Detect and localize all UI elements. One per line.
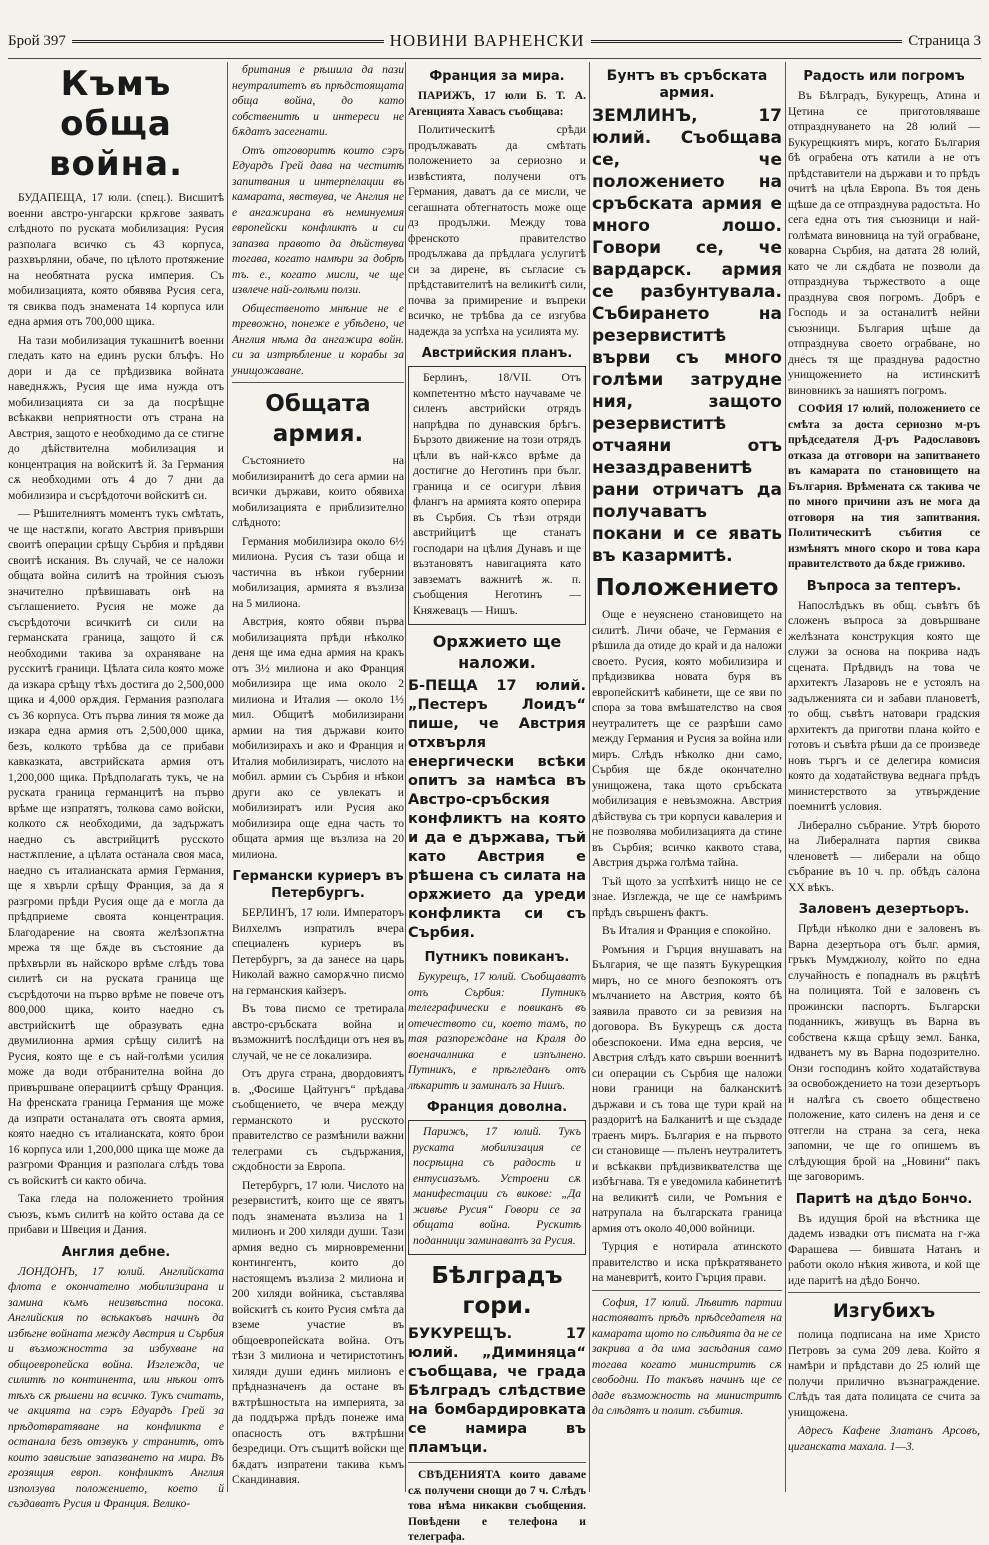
headline-theatre: Въпроса за тептеръ. (806, 578, 962, 594)
masthead-rule-left (72, 40, 384, 43)
page-number: Страница 3 (908, 32, 981, 49)
headline-france-pleased: Франция доволна. (426, 1100, 568, 1115)
article-paragraph: Състоянието на мобилизиранитѣ до сега армии на всички държави, които обявиха мобилизацията е приблизително слѣдното: (232, 454, 404, 529)
article-paragraph: Отъ друга страна, двордовиятъ в. „Фосише Цайтунгъ“ прѣдава съобщението, че вчера между германското и русското правителство се размѣнили важни телеграми съ съдържания, сждобности за Европа. (232, 1067, 404, 1173)
article-paragraph: ЛОНДОНЪ, 17 юлий. Английската флота е окончателно мобилизирана и замина къмъ неизвѣстна посока. Английския по всѣкакъвъ начинъ да избѣгне войната между Австрия и Сърбия и възможността за избухване на общоевропейска война. Изглежда, че силитѣ по континента, или нѣкои отъ тѣхъ сѫ рѣшени на всичко. Тукъ считать, че акцията на сэръ Едуардъ Грей за прѣдотвратяване на конфликта е останала безъ отзвукъ у странитѣ, отъ които зависѣше запазването на мира. Въ грозящия европ. конфликтъ Англия използува положението, което й създаватъ Русия и Франция. Велико- (8, 1264, 224, 1510)
article-paragraph: СВѢДЕНИЯТА които даваме сѫ получени снощи до 7 ч. Слѣдъ това нѣма никакви съобщения. Повѣдени е телефона и телеграфа. (408, 1468, 586, 1543)
column-rule (589, 62, 590, 1492)
article-paragraph: Въ това писмо се третирала австро-сръбската война и възможнитѣ послѣдици отъ нея въ случай, че не се локализира. (232, 1002, 404, 1062)
column-3 (408, 62, 586, 1543)
article-paragraph: Още е неуяснено становището на силитѣ. Личи обаче, че Германия е рѣшила да отиде до край и да наложи своето. Русия, която мобилизира и прѣдизвиква новата буря въ европейскитѣ кабинети, ще се яви по спора за това вмѣшателство на своя неутралитетъ ще се разрѣши само между Германия и Русия за война или миръ. Слѣдъ нѣколко дни само, Сърбия ще бѫде окончателно унищожена, така щото сръбската мобилизация е невъзможна. Австрия дѣйствува съ три корпуси кавалерия и не позволява мобилизацията да стине въ Сърбия; всичко каквото става, Австрия държа голѣма тайна. (592, 608, 782, 869)
column-rule (785, 62, 786, 1492)
article-paragraph: Турция е нотирала атинското правителство и иска прѣкратяването на маневритѣ, които Гърция прави. (592, 1240, 782, 1284)
column-1 (8, 62, 224, 1510)
headline-france-peace: Франция за мира. (429, 69, 565, 84)
article-paragraph: британия е рѣшила да пази неутралитетъ въ прѣдстоящата обща война, до като собственитѣ и интереси не бѫдатъ засегнати. (232, 63, 404, 138)
headline-serbian-mutiny: Бунтъ въ сръбската армия. (606, 68, 768, 101)
masthead (8, 28, 981, 54)
article-paragraph: ПАРИЖЪ, 17 юли Б. Т. А. Агенцията Хавасъ съобщава: (408, 89, 586, 118)
bold-bulletin: ЗЕМЛИНЪ, 17 юлий. Съобщава се, че положението на сръбската армия е много лошо. Говори се, че вардарск. армия се разбунтувала. Събирането на резервиститѣ върви съ много голѣми затрудне ния, защото резервиститѣ отчаяни отъ незаздравенитѣ рани отричатъ да получаватъ покани и се явать въ казармитѣ. (592, 106, 782, 566)
bold-bulletin: Б-ПЕЩА 17 юлий. „Пестеръ Лоидъ“ пише, че Австрия отхвърля енергически всѣки опитъ за намѣса въ Австро-сръбския конфликтъ на която и да е държава, тъй като Австрия е рѣшена съ силата на орѫжието да уреди конфликта си съ Сърбия. (408, 678, 586, 941)
headline-deserter: Заловенъ дезертьоръ. (798, 902, 970, 917)
headline-weapon: Орѫжието ще наложи. (432, 632, 562, 672)
boxed-article (408, 1120, 586, 1255)
article-paragraph: Букурещъ, 17 юлий. Съобщаватъ отъ Сърбия: Путникъ телеграфически е повиканъ въ отечеството си, което тамъ, по тая разпореждане на Краля до военачалника е изпълнено. Путникъ, е прѣгледанъ отъ лѣкаритѣ и заминалъ за Нишъ. (408, 970, 586, 1092)
column-5 (788, 62, 980, 1492)
headline-putnik: Путникъ повиканъ. (424, 950, 570, 965)
headline-england: Англия дебне. (61, 1244, 171, 1260)
article-paragraph: БЕРЛИНЪ, 17 юли. Императоръ Вилхелмъ изпратилъ вчера специаленъ куриеръ въ Петербургъ, за да занесе на царь Николай важно саморѫчно писмо на германския кайзеръ. (232, 906, 404, 997)
article-paragraph: Въ Бѣлградъ, Букурещъ, Атина и Цетина се приготовляваше отпразднуването на 28 юлий — Букурещкиятъ миръ, когато България бѣ ограбена отъ катили а не отъ прѣдставители на държави и то прѣдъ очитѣ на цѣла Европа. Въ тоя день щѣше да се отпразднува радостьта. Но сега една отъ тия съюзници и най-голѣмата виновница на туй ограбване, коварна Сърбия, на датата 28 юлий, като че ли сѫдбата не позволи да отпразднува тържеството а още празднува своя погромъ. Добръ е Господь и за останалитѣ нейни съюзници. България щѣше да отпразднува своето ограбване, но днесъ тя ще празднува радостно унищожението на истинскитѣ виновникъ за нашиятъ погромъ. (788, 89, 980, 397)
headline-lost: Изгубихъ (832, 1300, 936, 1322)
article-paragraph: Германия мобилизира около 6½ милиона. Русия съ тази обща и частична въ нѣкои губернии мобилизация, армията я възлиза на 5 милиона. (232, 534, 404, 610)
headline-general-war: Къмъ обща война. (48, 64, 184, 184)
article-paragraph: Либерално събрание. Утрѣ бюрото на Либералната партия свиква членоветѣ — либерали на общо събрание въ 10 ч. пр. обѣдъ салона ХХ вѣкъ. (788, 818, 980, 894)
article-paragraph: Тъй щото за успѣхитѣ нищо не се знае. Изглежда, че ще се намѣримъ прѣдъ свършенъ фактъ. (592, 874, 782, 919)
divider (788, 1292, 980, 1293)
masthead-rule-right (591, 40, 903, 43)
column-rule (227, 62, 228, 1492)
article-paragraph: полица подписана на име Христо Петровъ за сума 209 лева. Който я намѣри и прѣдстави до 25 юлий ще получи прилично възнаграждение. Слѣдъ тая дата полицата се счита за унищожена. (788, 1328, 980, 1419)
article-paragraph: Така гледа на положението тройния съюзъ, къмъ силитѣ на който остава да се прибави и Швеция и Дания. (8, 1192, 224, 1236)
article-paragraph: Въ идущия брой на вѣстника ще дадемъ извадки отъ писмата на г-жа Фарашева — бившата Натанъ и работи около нѣкия живота, и кой ще иде паритѣ на дѣдо Бончо. (788, 1211, 980, 1287)
divider (232, 382, 404, 383)
issue-number: Брой 397 (8, 32, 66, 49)
column-rule (405, 62, 406, 1492)
column-2 (232, 62, 404, 1492)
masthead-divider (8, 58, 981, 59)
article-paragraph: Парижъ, 17 юлий. Тукъ руската мобилизация се посрѣщна съ радость и ентусиазъмъ. Устроени сѫ манифестации съ викове: „Да живѣе Русия“ Говори се за общата война. Рускитѣ поданници заминаватъ за Русия. (413, 1125, 581, 1247)
article-paragraph: Въ Италия и Франция е спокойно. (602, 924, 771, 937)
article-paragraph: Австрия, която обяви първа мобилизацията прѣди нѣколко деня ще има една армия на кракъ отъ 3½ милиона и ако Франция мобилизира ще има около 2 милиона и Италия — около 1½ мил. Общитѣ мобилизирани армии на тия държави които мобилизирахъ и ако и Франция и Италия мобилизиратъ, числото на мобил. армии съ Сърбия и нѣкои други ако се увлекатъ и мобилизиратъ или Русия ако мобилизира още една часть то общата армия ще възлиза на 20 милиона. (232, 615, 404, 861)
article-paragraph: Напослѣдъкъ въ общ. съвѣтъ бѣ сложенъ въпроса за довършване желѣзната конструкция която ще служи за основа на покрива надъ сцената. Прѣдвидъ на това че архитектъ Лазаровъ не е устоялъ на задълженията си и забави плановетѣ, то общ. съвѣтъ натовари градския архитектъ да приготви плана който е готовъ и съвѣта рѣши да се произведе новъ търгъ и се делегира комисия която да ходатайствува веднага прѣдъ министерството за утвърждение поемнитѣ условия. (788, 598, 980, 813)
boxed-article (408, 366, 586, 625)
headline-belgrade-burns: Бѣлградъ гори. (431, 1263, 563, 1319)
article-paragraph: Прѣди нѣколко дни е заловенъ въ Варна дезертьора отъ бълг. армия, гръкъ Мумджиолу, който по една случайность е попадналъ въ рѫцѣтѣ на полицията. Той е заловенъ съ прожински паспортъ. Български поданникъ, живущъ въ Варна въ собствена кѫща срѣщу земл. Банка, идванетъ му въ Варна подозрително. Онзи господинъ който ходатайствува за освобождението на този дезертьоръ и налѣга съ своето обществено положение, като силенъ на деня и се отгегли на страна за сега, нека запомни, че ще го опишемъ въ слѣдующия брой на „Новини“ пакъ ще заговоримъ. (788, 922, 980, 1183)
article-paragraph: София, 17 юлий. Лѣвитѣ партии настояватъ прѣдъ прѣдседателя на камарата щото по слѣдията да не се закрива а да има засѣдания само тогава когато министритѣ сѫ свободни. По такъвъ начинъ ще се даде възможность на министритѣ да слѣдятъ и полит. събития. (592, 1295, 782, 1417)
article-paragraph: Петербургъ, 17 юли. Числото на резервиститѣ, които ще се явятъ подъ знамената възлиза на 1 милионъ и 200 хиляди души. Тази армия ведно съ мирновременни контингентъ, които до настоящемъ възлиза 2 милиона и 200 хиляди войника, съставлява войскитѣ съ които Русия смѣта да вземе участие въ общоевропейската война. Отъ тѣзи 3 милиона и четиристотинъ хиляди души единъ милионъ е прѣдназначенъ да остане въ вѫтрѣшностьта на империята, за да поддържа прѣдъ понеже има опасность отъ вѫтрѣшни безредици. Отъ същитѣ войски ще бѫдатъ изпратени такива къмъ Скандинавия. (232, 1178, 404, 1486)
article-paragraph: Политическитѣ срѣди продължавать да смѣтать положението за сериозно и извѣстията, получени отъ Германия, даватъ да се мисли, че сегашната обтегнатость може още дз продължи. Между това френското правителство продължава да прѣдлага услугитѣ си за дирене, въ съгласие съ прѣдставителитѣ на великитѣ сили, почва за примирение и въпреки всичко, не трѣбва да се изгубва надежда за успѣха на усилията му. (408, 123, 586, 338)
headline-german-courier: Германски куриеръ въ Петербургъ. (232, 869, 404, 901)
article-paragraph: Адресъ Кафене Златанъ Арсовъ, циганската махала. 1—3. (788, 1424, 980, 1453)
column-4 (592, 62, 782, 1492)
article-paragraph: Берлинъ, 18/VII. Отъ компетентно мѣсто научаваме че силенъ австрийски отрядъ напрѣдва по дунавския брѣгъ. Бързото движение на този отрядъ цѣли въ най-кѫсо врѣме да достигне до Неготинъ при бълг. граница и се осигури лѣвия флангъ на армията която оперира въ Сърбия. Съ тѣзи отряди австрийцитѣ ще станатъ господари на цѣлия Дунавъ и ще възтановятъ навигацията като завзематъ важнитѣ ж. п. съобщения Неготинъ — Княжевацъ — Нишъ. (413, 371, 581, 617)
article-paragraph: СОФИЯ 17 юлий, положението се смѣта за доста сериозно м-ръ прѣдседателя Д-ръ Радославовъ отказа да отговори на запитването въ камарата по становището на България. Врѣмената сѫ такива че по много причини азъ не мога да отговоря на тия запитвания. Политическитѣ събития се измѣнятъ много скоро и това кара правителството да бѫде гриживо. (788, 402, 980, 570)
headline-boncho-money: Паритѣ на дѣдо Бончо. (795, 1191, 973, 1207)
divider (408, 1462, 586, 1463)
article-paragraph: — Рѣшителниятъ моментъ тукъ смѣтать, че ще настѫпи, когато Австрия привърши своитѣ операции срѣщу Сърбия и прѣдяви своитѣ искания. Въ случай, че се наложи общата война силитѣ на тройния съюзъ значително прѣвишавать онѣ на съглашението. Русия не може да съсрѣдоточи всичкитѣ си сили на германската граница, защото й сѫ необходими такива за охраняване на русскитѣ граници. Цѣлата сила която може да изкара срѣщу тѣхъ достига до 2,500,000 щика и 4,000 орѫдия. Германия разполага съ 36 корпуса. Отъ първа линия тя може да изкара една армия отъ 2,500,000 щика, безъ, колкото трѣбва да се прибави кавказката, австрийската армия отъ 1,200,000 щика. Прѣдполагать тукъ, че на руската граница германцитѣ на първо врѣме ще изпратятъ, толкова само войски, колкото сѫ необходими, да задържатъ наедно съ австрийцитѣ русското настѫпление, а цѣлата останала своя маса, наедно съ италианската армия Германия, ще я хвърли срѣщу Франция, за да я разгроми прѣди Русия още да е могла да прѣдприеме своята концентрация. Благодарение на своята желѣзопѫтна мрежа тя ще бѫде въ състояние да прѣхвърли въ найскоро врѣме слѣдъ това силитѣ си на руската граница ще съсрѣдоточи на първо врѣме не повече отъ 800,000 щика, които наедно съ австрийскитѣ ще образувать една двумилионна армия срѣщу силитѣ на Русия, която ще е съ най-голѣми усилия може да води отбранителна война до привършване операциитѣ срѣщу Франция. На френската граница Германия ще може да изпрати останалата отъ своята армия, която наедно съ италианската, която брои 16 корпуса или 1,200,000 щика ще може да разгроми Франция и разполага слѣдъ това съ войскитѣ си както обича. (8, 507, 224, 1187)
article-paragraph: Ромъния и Гърция внушаватъ на България, че ще пазятъ Букурещкия миръ, но се много безпокоятъ отъ мълчанието на Австрия, която бѣ заявила правото си за ревизия на договора. Въ Букурещъ сѫ доста обезспокоени. Има една версия, че Австрия слѣдъ като свърши военнитѣ си операции съ Сърбия ще наложи нови граници на балканскитѣ държави и съ това ще тури край на раздоритѣ на Балканитѣ и ще създаде траенъ миръ. България е на първото си становище — пъленъ неутралитетъ и всѣкакви прѣдизвиквателства ще избѣгнава. Тя е уведомила кабинетитѣ на великитѣ сили, че Ромъния е натрупала на българската граница армия отъ около 40,000 войници. (592, 942, 782, 1235)
newspaper-title: НОВИНИ ВАРНЕНСКИ (389, 31, 585, 50)
article-paragraph: На тази мобилизация тукашнитѣ военни гледать като на единъ руски блъфъ. Но дори и да се прѣдизвика войната наведнѫжъ, Русия ще има нужда отъ мобилизацията си за да посрѣщне всѣкакви неприятности отъ страна на Австрия, защото е необходимо да се стигне до дѣйствителна мобилизация и концентрация на войскитѣ й. За Германия сѫ необходими отъ 4 до 7 дни да мобилизира и съсрѣдоточи войскитѣ си. (8, 333, 224, 502)
divider (592, 1290, 782, 1291)
headline-joy-or-pogrom: Радость или погромъ (803, 69, 965, 84)
article-paragraph: БУДАПЕЩА, 17 юли. (спец.). Висшитѣ военни австро-унгарски крѫгове заявать слѣдното по руската мобилизация: Русия разполага всичко съ 43 корпуса, разхвърляни, обаче, по цѣлото протяжение на необятната руска империя. Съ мобилизацията, която обявява Русия сега, тя свиква подъ знамената 14 корпуса или една армия отъ 700,000 щика. (8, 191, 224, 328)
headline-the-situation: Положението (595, 575, 779, 601)
bold-bulletin: БУКУРЕЩЪ. 17 юлий. „Диминяца“ съобщава, че града Бѣлградъ слѣдствие на бомбардировката се намира въ пламъци. (408, 1326, 586, 1456)
article-paragraph: Отъ отговоритѣ които сэръ Едуардъ Грей дава на честитѣ запитвания и интерпелации въ камарата, явствува, че Англия не е ангажирана въ неминуемия европейски конфликтъ и си запазва правото да дѣйствува тогава, когато намѣри за добрѣ тъ. е., когато мисли, че ще извлече най-голѣми ползи. (232, 143, 404, 296)
article-paragraph: Общественото мнѣние не е тревожно, понеже е убѣдено, че Англия нѣма да ангажира войн. си за изтрѣбление и корабы за унищожаване. (232, 301, 404, 377)
headline-austrian-plan: Австрийския планъ. (421, 346, 573, 361)
headline-general-army: Общата армия. (265, 391, 371, 447)
